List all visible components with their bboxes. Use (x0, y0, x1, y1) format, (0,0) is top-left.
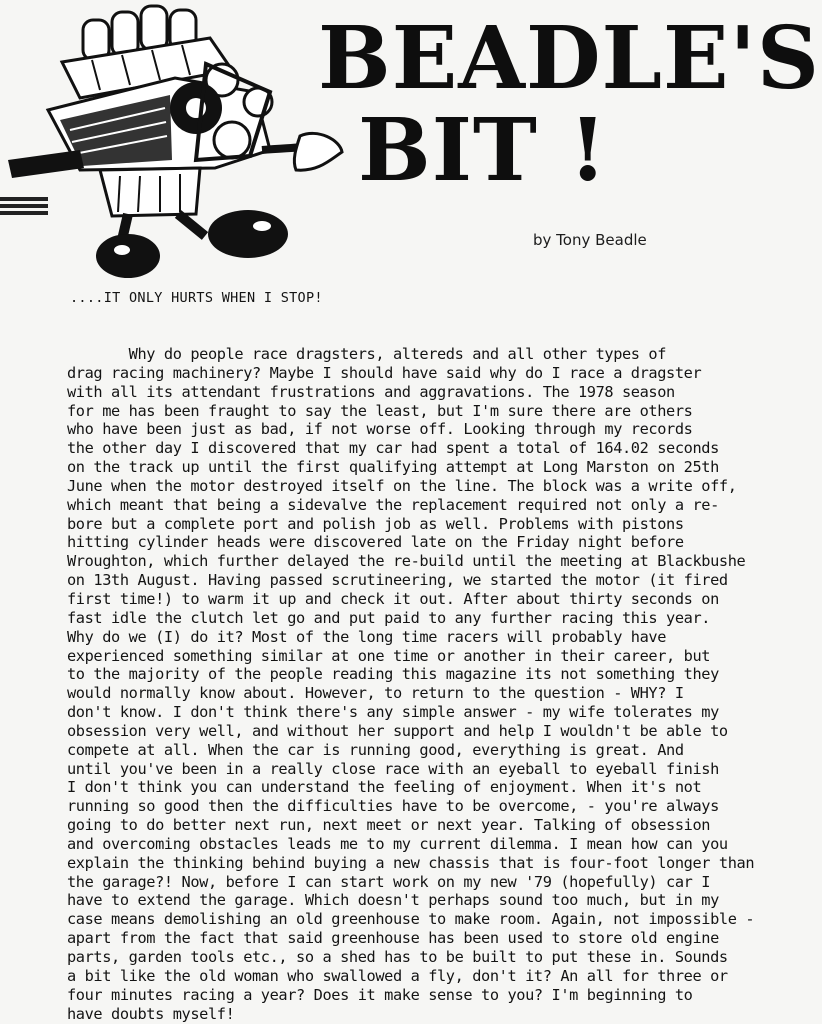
body-line: until you've been in a really close race with an eyeball to eyeball finish (67, 759, 719, 778)
body-line: running so good then the difficulties have to be overcome, - you're always (67, 797, 719, 816)
cartoon-engine-character-icon (0, 0, 350, 290)
article-subheading: ....IT ONLY HURTS WHEN I STOP! (70, 290, 323, 306)
body-line: on 13th August. Having passed scrutineering, we started the motor (it fired (67, 571, 728, 590)
body-line: first time!) to warm it up and check it out. After about thirty seconds on (67, 589, 719, 608)
author-byline: by Tony Beadle (533, 231, 647, 249)
article-title-line-2: BIT ! (358, 100, 608, 201)
body-line: going to do better next run, next meet or next year. Talking of obsession (67, 816, 711, 835)
body-line: apart from the fact that said greenhouse has been used to store old engine (67, 929, 719, 948)
body-line: don't know. I don't think there's any simple answer - my wife tolerates my (67, 703, 719, 722)
body-line: for me has been fraught to say the least, but I'm sure there are others (67, 401, 693, 420)
body-line: four minutes racing a year? Does it make sense to you? I'm beginning to (67, 985, 693, 1004)
body-line: case means demolishing an old greenhouse to make room. Again, not impossible - (67, 910, 755, 929)
body-line: a bit like the old woman who swallowed a fly, don't it? An all for three or (67, 966, 728, 985)
body-line: June when the motor destroyed itself on the line. The block was a write off, (67, 476, 737, 495)
article-title-line-1: BEADLE'S (318, 8, 820, 109)
body-line: Why do we (I) do it? Most of the long time racers will probably have (67, 627, 667, 646)
body-line: compete at all. When the car is running good, everything is great. And (67, 740, 684, 759)
body-line: Wroughton, which further delayed the re-build until the meeting at Blackbushe (67, 552, 746, 571)
body-line: with all its attendant frustrations and aggravations. The 1978 season (67, 382, 675, 401)
body-line: to the majority of the people reading this magazine its not something they (67, 665, 719, 684)
body-line: Why do people race dragsters, altereds and all other types of (67, 345, 667, 363)
body-line: on the track up until the first qualifying attempt at Long Marston on 25th (67, 458, 719, 477)
body-line: which meant that being a sidevalve the replacement required not only a re- (67, 495, 719, 514)
body-line: who have been just as bad, if not worse off. Looking through my records (67, 420, 693, 439)
body-line: parts, garden tools etc., so a shed has to be built to put these in. Sounds (67, 948, 728, 966)
body-line: have to extend the garage. Which doesn't perhaps sound too much, but in my (67, 891, 719, 910)
body-line: drag racing machinery? Maybe I should have said why do I race a dragster (67, 363, 702, 382)
body-line: have doubts myself! (67, 1004, 235, 1023)
body-line: fast idle the clutch let go and put paid to any further racing this year. (67, 608, 711, 627)
body-line: the garage?! Now, before I can start work on my new '79 (hopefully) car I (67, 872, 711, 891)
body-line: and overcoming obstacles leads me to my current dilemma. I mean how can you (67, 834, 728, 853)
body-line: explain the thinking behind buying a new chassis that is four-foot longer than (67, 853, 755, 872)
body-line: bore but a complete port and polish job as well. Problems with pistons (67, 514, 684, 533)
body-line: experienced something similar at one time or another in their career, but (67, 646, 711, 665)
body-line: hitting cylinder heads were discovered late on the Friday night before (67, 533, 684, 552)
body-line: obsession very well, and without her support and help I wouldn't be able to (67, 721, 728, 740)
body-line: the other day I discovered that my car had spent a total of 164.02 seconds (67, 439, 719, 458)
body-line: would normally know about. However, to return to the question - WHY? I (67, 684, 684, 703)
body-line: I don't think you can understand the feeling of enjoyment. When it's not (67, 778, 702, 797)
article-body (67, 345, 812, 1023)
